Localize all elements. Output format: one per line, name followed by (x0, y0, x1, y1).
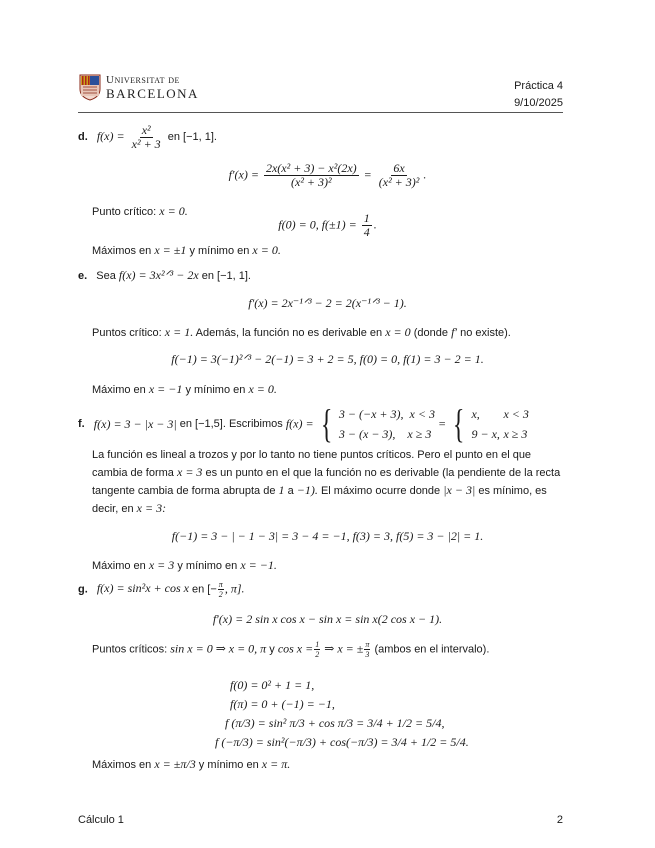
footer-page-number: 2 (556, 814, 563, 826)
e-values: f(−1) = 3(−1)²ᐟ³ − 2(−1) = 3 + 2 = 5, f(0) = 0, f(1) = 3 − 2 = 1. (171, 352, 484, 366)
crest-icon (79, 73, 101, 101)
practice-title: Práctica 4 (514, 80, 563, 92)
item-g-statement: g. f(x) = sin²x + cos x en [− $\frac{\pi}{2}$ , π]. (78, 580, 245, 599)
logo-line-1: Universitat de (106, 74, 180, 86)
item-g-label: g. (78, 583, 88, 596)
item-d-statement (78, 123, 217, 151)
g-derivative: f′(x) = 2 sin x cos x − sin x = sin x(2 cos x − 1). (212, 612, 443, 626)
d-summary: Máximos en x = ±1 y mínimo en x = 0. (92, 243, 281, 257)
e-derivative: f′(x) = 2x⁻¹ᐟ³ − 2 = 2(x⁻¹ᐟ³ − 1). (248, 296, 407, 310)
f-values: f(−1) = 3 − | − 1 − 3| = 3 − 4 = −1, f(3) = 3, f(5) = 3 − |2| = 1. (171, 529, 484, 543)
d-derivative: f′(x) = $\frac{\text{2x(x² + 3) − x²(2x)}}{\text{(x² + 3)²}}$ = $\frac{6x}{\text{(x² + 3)²}}$ . (228, 161, 427, 189)
footer-course: Cálculo 1 (78, 814, 124, 826)
g-summary: Máximos en x = ±π/3 y mínimo en x = π. (92, 757, 291, 771)
d-func-fraction: $\frac{\text{x²}}{\text{x² + 3}}$ (131, 122, 161, 151)
d-critical-point: Punto crítico: x = 0. (92, 204, 188, 218)
f-summary: Máximo en x = 3 y mínimo en x = −1. (92, 558, 277, 572)
logo-line-2: BARCELONA (106, 86, 199, 101)
g-values (215, 676, 469, 752)
d-func-head: f(x) = (96, 129, 125, 143)
e-summary: Máximo en x = −1 y mínimo en x = 0. (92, 382, 277, 396)
f-piecewise-1: 3 − (−x + 3), x < 3 3 − (x − 3), x ≥ 3 (338, 407, 435, 441)
item-d-label: d. (78, 131, 88, 143)
header-rule (78, 112, 563, 113)
item-f-label: f. (78, 418, 85, 430)
university-logo (79, 73, 199, 103)
g-value-1: f(0) = 0² + 1 = 1, (230, 678, 315, 692)
g-critical: Puntos críticos: sin x = 0 ⇒ x = 0, π y cos x = $\frac{1}{2}$ ⇒ x = ± $\frac{\pi}{3}$ (ambos en el intervalo). (92, 640, 490, 659)
g-value-3: f (π/3) = sin² π/3 + cos π/3 = 3/4 + 1/2 = 5/4, (225, 716, 445, 730)
practice-date: 9/10/2025 (514, 97, 563, 109)
e-critical: Puntos crítico: x = 1. Además, la función no es derivable en x = 0 (donde f′ no existe). (92, 325, 511, 339)
g-value-4: f (−π/3) = sin²(−π/3) + cos(−π/3) = 3/4 + 1/2 = 5/4. (215, 735, 469, 749)
d-values: f(0) = 0, f(±1) = $\frac{1}{4}$ . (278, 211, 377, 239)
g-value-2: f(π) = 0 + (−1) = −1, (230, 697, 335, 711)
f-explanation: La función es lineal a trozos y por lo tanto no tiene puntos críticos. Pero el punto en el que cambia de forma x = 3 es un punto en el que la función no es derivable (la pendiente de la recta tangente cambia de forma abrupta de 1 a −1). El máximo ocurre donde |x − 3| es mínimo, es decir, en x = 3: (92, 449, 561, 515)
item-e-statement: e. Sea f(x) = 3x²ᐟ³ − 2x en [−1, 1]. (78, 268, 251, 282)
item-f-statement: f. f(x) = 3 − |x − 3| en [−1,5]. Escribimos f(x) = { 3 − (−x + 3), x < 3 3 − (x − 3), x ≥ 3 = { x, x < 3 9 − x, x ≥ 3 (78, 401, 529, 446)
d-interval: en [−1, 1]. (167, 131, 217, 143)
item-e-label: e. (78, 270, 88, 282)
f-piecewise-2: x, x < 3 9 − x, x ≥ 3 (471, 407, 529, 441)
